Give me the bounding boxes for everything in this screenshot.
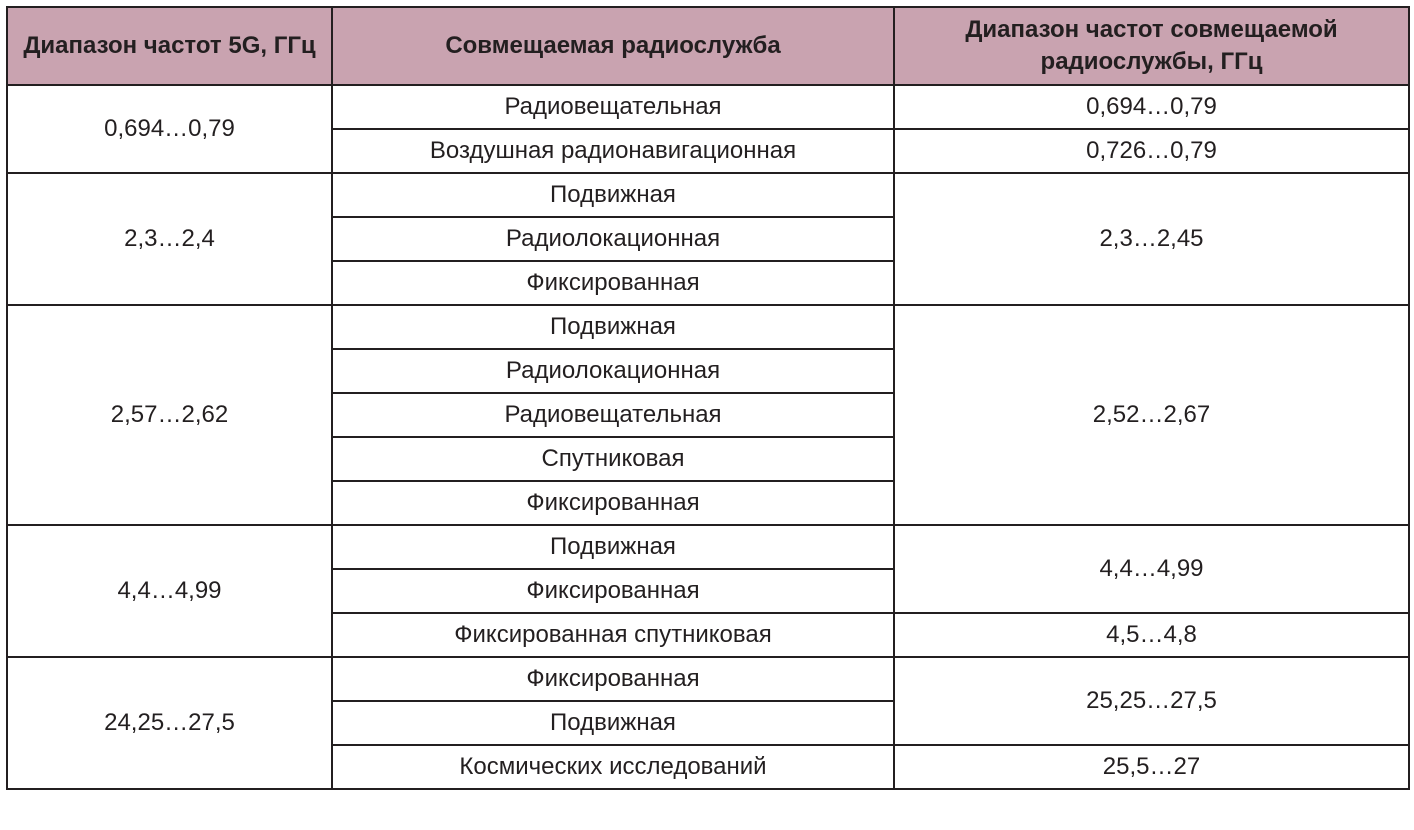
service-band-cell: 2,3…2,45 — [894, 173, 1409, 305]
service-band-cell: 4,5…4,8 — [894, 613, 1409, 657]
band-5g-cell: 0,694…0,79 — [7, 85, 332, 173]
service-cell: Фиксированная — [332, 261, 894, 305]
header-5g-band: Диапазон частот 5G, ГГц — [7, 7, 332, 85]
band-5g-cell: 2,57…2,62 — [7, 305, 332, 525]
service-band-cell: 2,52…2,67 — [894, 305, 1409, 525]
service-cell: Подвижная — [332, 173, 894, 217]
table-row — [7, 525, 1409, 569]
band-5g-cell: 24,25…27,5 — [7, 657, 332, 789]
service-cell: Фиксированная — [332, 569, 894, 613]
service-band-cell: 4,4…4,99 — [894, 525, 1409, 613]
service-cell: Подвижная — [332, 525, 894, 569]
service-band-cell: 25,25…27,5 — [894, 657, 1409, 745]
table-row — [7, 657, 1409, 701]
service-band-cell: 0,726…0,79 — [894, 129, 1409, 173]
service-cell: Радиолокационная — [332, 349, 894, 393]
service-cell: Фиксированная — [332, 657, 894, 701]
table-row — [7, 85, 1409, 129]
header-row — [7, 7, 1409, 85]
header-service-band: Диапазон частот совмещаемой радиослужбы, ГГц — [894, 7, 1409, 85]
service-cell: Радиолокационная — [332, 217, 894, 261]
frequency-table — [6, 6, 1410, 790]
service-cell: Подвижная — [332, 701, 894, 745]
service-band-cell: 0,694…0,79 — [894, 85, 1409, 129]
band-5g-cell: 2,3…2,4 — [7, 173, 332, 305]
service-band-cell: 25,5…27 — [894, 745, 1409, 789]
band-5g-cell: 4,4…4,99 — [7, 525, 332, 657]
service-cell: Фиксированная спутниковая — [332, 613, 894, 657]
service-cell: Воздушная радионавигационная — [332, 129, 894, 173]
header-service: Совмещаемая радиослужба — [332, 7, 894, 85]
service-cell: Радиовещательная — [332, 393, 894, 437]
service-cell: Космических исследований — [332, 745, 894, 789]
service-cell: Фиксированная — [332, 481, 894, 525]
table-row — [7, 173, 1409, 217]
service-cell: Подвижная — [332, 305, 894, 349]
service-cell: Радиовещательная — [332, 85, 894, 129]
table-row — [7, 305, 1409, 349]
service-cell: Спутниковая — [332, 437, 894, 481]
